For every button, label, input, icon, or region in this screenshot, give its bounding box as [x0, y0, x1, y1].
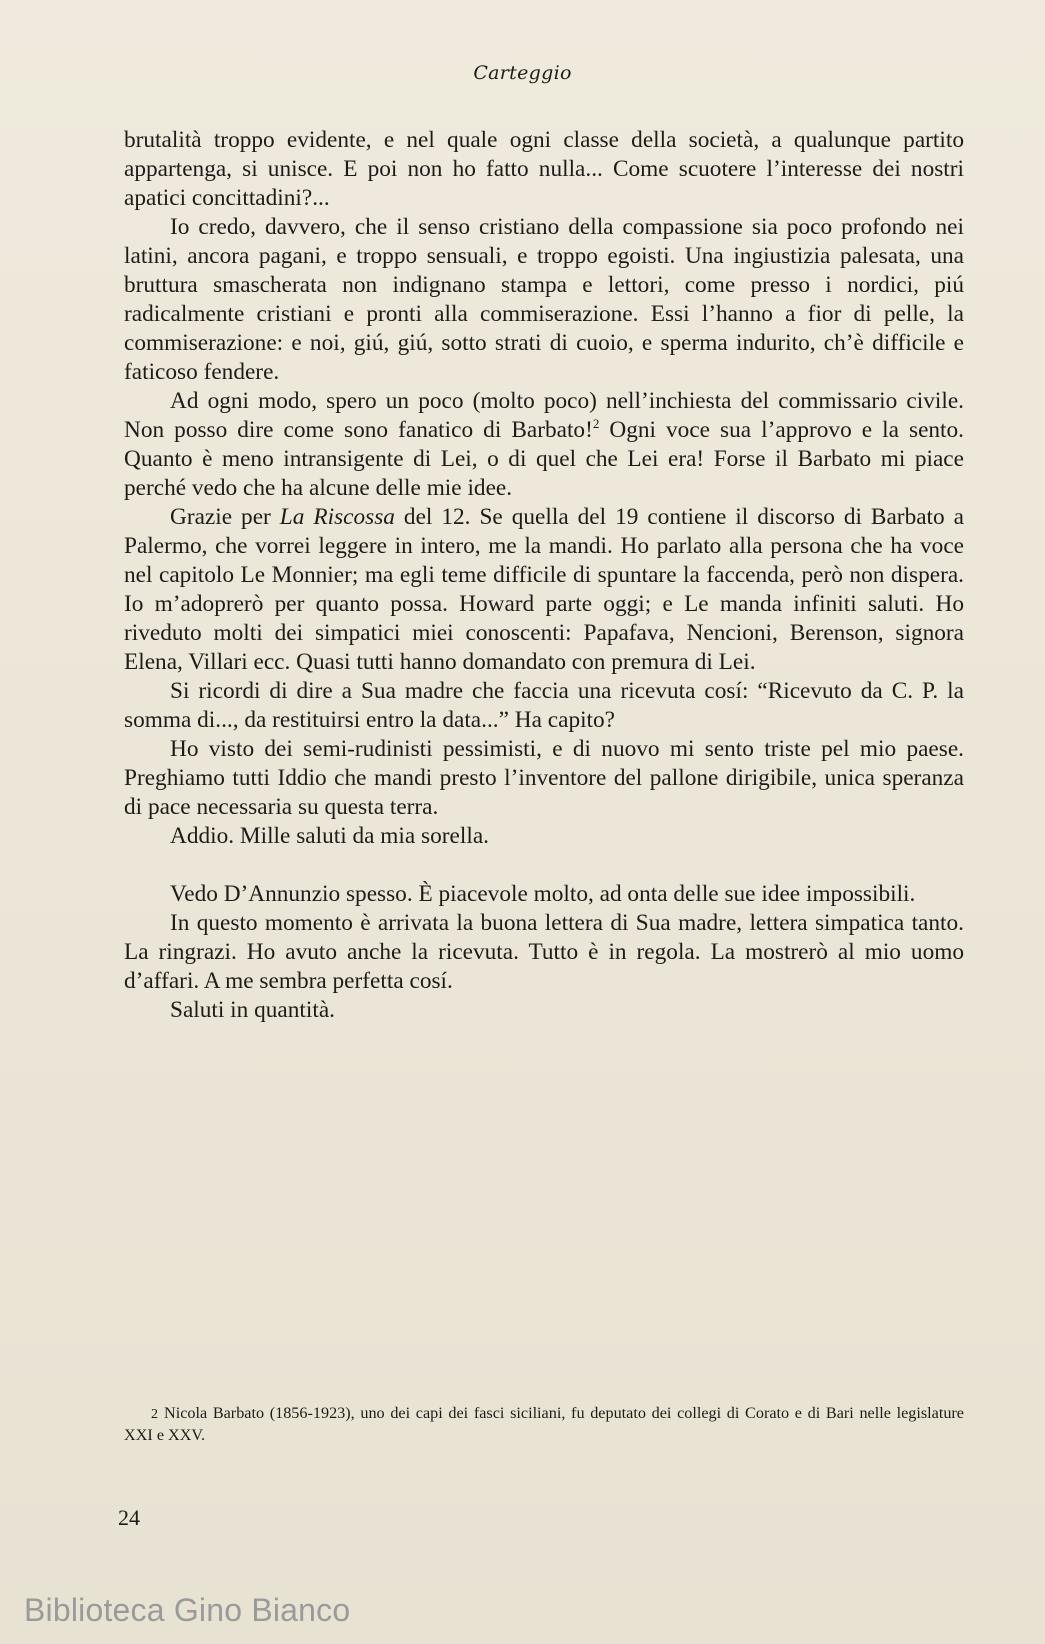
- paragraph-3: [124, 387, 964, 503]
- newspaper-title: La Riscossa: [279, 504, 395, 530]
- paragraph-4-part-1: Grazie per: [170, 504, 280, 530]
- paragraph-9: In questo momento è arrivata la buona lettera di Sua madre, lettera simpatica tanto. La ringrazi. Ho avuto anche la ricevuta. Tutto è in regola. La mostrerò al mio uomo d’affari. A me sembra perfetta cosí.: [124, 910, 964, 994]
- section-gap: [124, 851, 964, 880]
- page-number: 24: [118, 1505, 140, 1530]
- paragraph-10: Saluti in quantità.: [170, 997, 336, 1023]
- running-head: Carteggio: [473, 62, 572, 84]
- paragraph-5: Si ricordi di dire a Sua madre che faccia una ricevuta cosí: “Ricevuto da C. P. la somma di..., da restituirsi entro la data...” Ha capito?: [124, 678, 964, 733]
- paragraph-6: Ho visto dei semi-rudinisti pessimisti, e di nuovo mi sento triste pel mio paese. Preghiamo tutti Iddio che mandi presto l’inventore del pallone dirigibile, unica speranza di pace necessaria su questa terra.: [124, 736, 964, 820]
- letter-body: [124, 126, 964, 1025]
- footnote: [124, 1403, 964, 1445]
- footnote-text: Nicola Barbato (1856-1923), uno dei capi dei fasci siciliani, fu deputato dei collegi di Corato e di Bari nelle legislature XXI e XXV.: [124, 1404, 964, 1444]
- paragraph-3-part-2: Ogni voce sua l’approvo e la sento. Quanto è meno intransigente di Lei, o di quel che Lei era! Forse il Barbato mi piace perché vedo che ha alcune delle mie idee.: [124, 417, 965, 501]
- library-watermark: Biblioteca Gino Bianco: [24, 1592, 351, 1628]
- footnote-reference: 2: [592, 416, 600, 432]
- paragraph-4-part-2: del 12. Se quella del 19 contiene il discorso di Barbato a Palermo, che vorrei leggere in intero, me la mandi. Ho parlato alla persona che ha voce nel capitolo Le Monnier; ma egli teme difficile di spuntare la faccenda, però non dispera. Io m’adoprerò per quanto possa. Howard parte oggi; e Le manda infiniti saluti. Ho riveduto molti dei simpatici miei conoscenti: Papafava, Nencioni, Berenson, signora Elena, Villari ecc. Quasi tutti hanno domandato con premura di Lei.: [124, 504, 965, 675]
- footnote-number: 2: [151, 1407, 158, 1422]
- paragraph-1: brutalità troppo evidente, e nel quale ogni classe della società, a qualunque partito appartenga, si unisce. E poi non ho fatto nulla... Come scuotere l’interesse dei nostri apatici concittadini?...: [124, 127, 964, 211]
- paragraph-8: Vedo D’Annunzio spesso. È piacevole molto, ad onta delle sue idee impossibili.: [170, 881, 916, 907]
- paragraph-2: Io credo, davvero, che il senso cristiano della compassione sia poco profondo nei latini, ancora pagani, e troppo sensuali, e troppo egoisti. Una ingiustizia palesata, una bruttura smascherata non indignano stampa e lettori, come presso i nordici, piú radicalmente cristiani e pronti alla commiserazione. Essi l’hanno a fior di pelle, la commiserazione: e noi, giú, giú, sotto strati di cuoio, e sperma indurito, ch’è difficile e faticoso fendere.: [124, 214, 964, 385]
- paragraph-3-part-1: Ad ogni modo, spero un poco (molto poco) nell’inchiesta del commissario civile. Non posso dire come sono fanatico di Barbato!: [124, 388, 964, 443]
- paragraph-7: Addio. Mille saluti da mia sorella.: [170, 823, 489, 849]
- paragraph-4: [124, 503, 964, 677]
